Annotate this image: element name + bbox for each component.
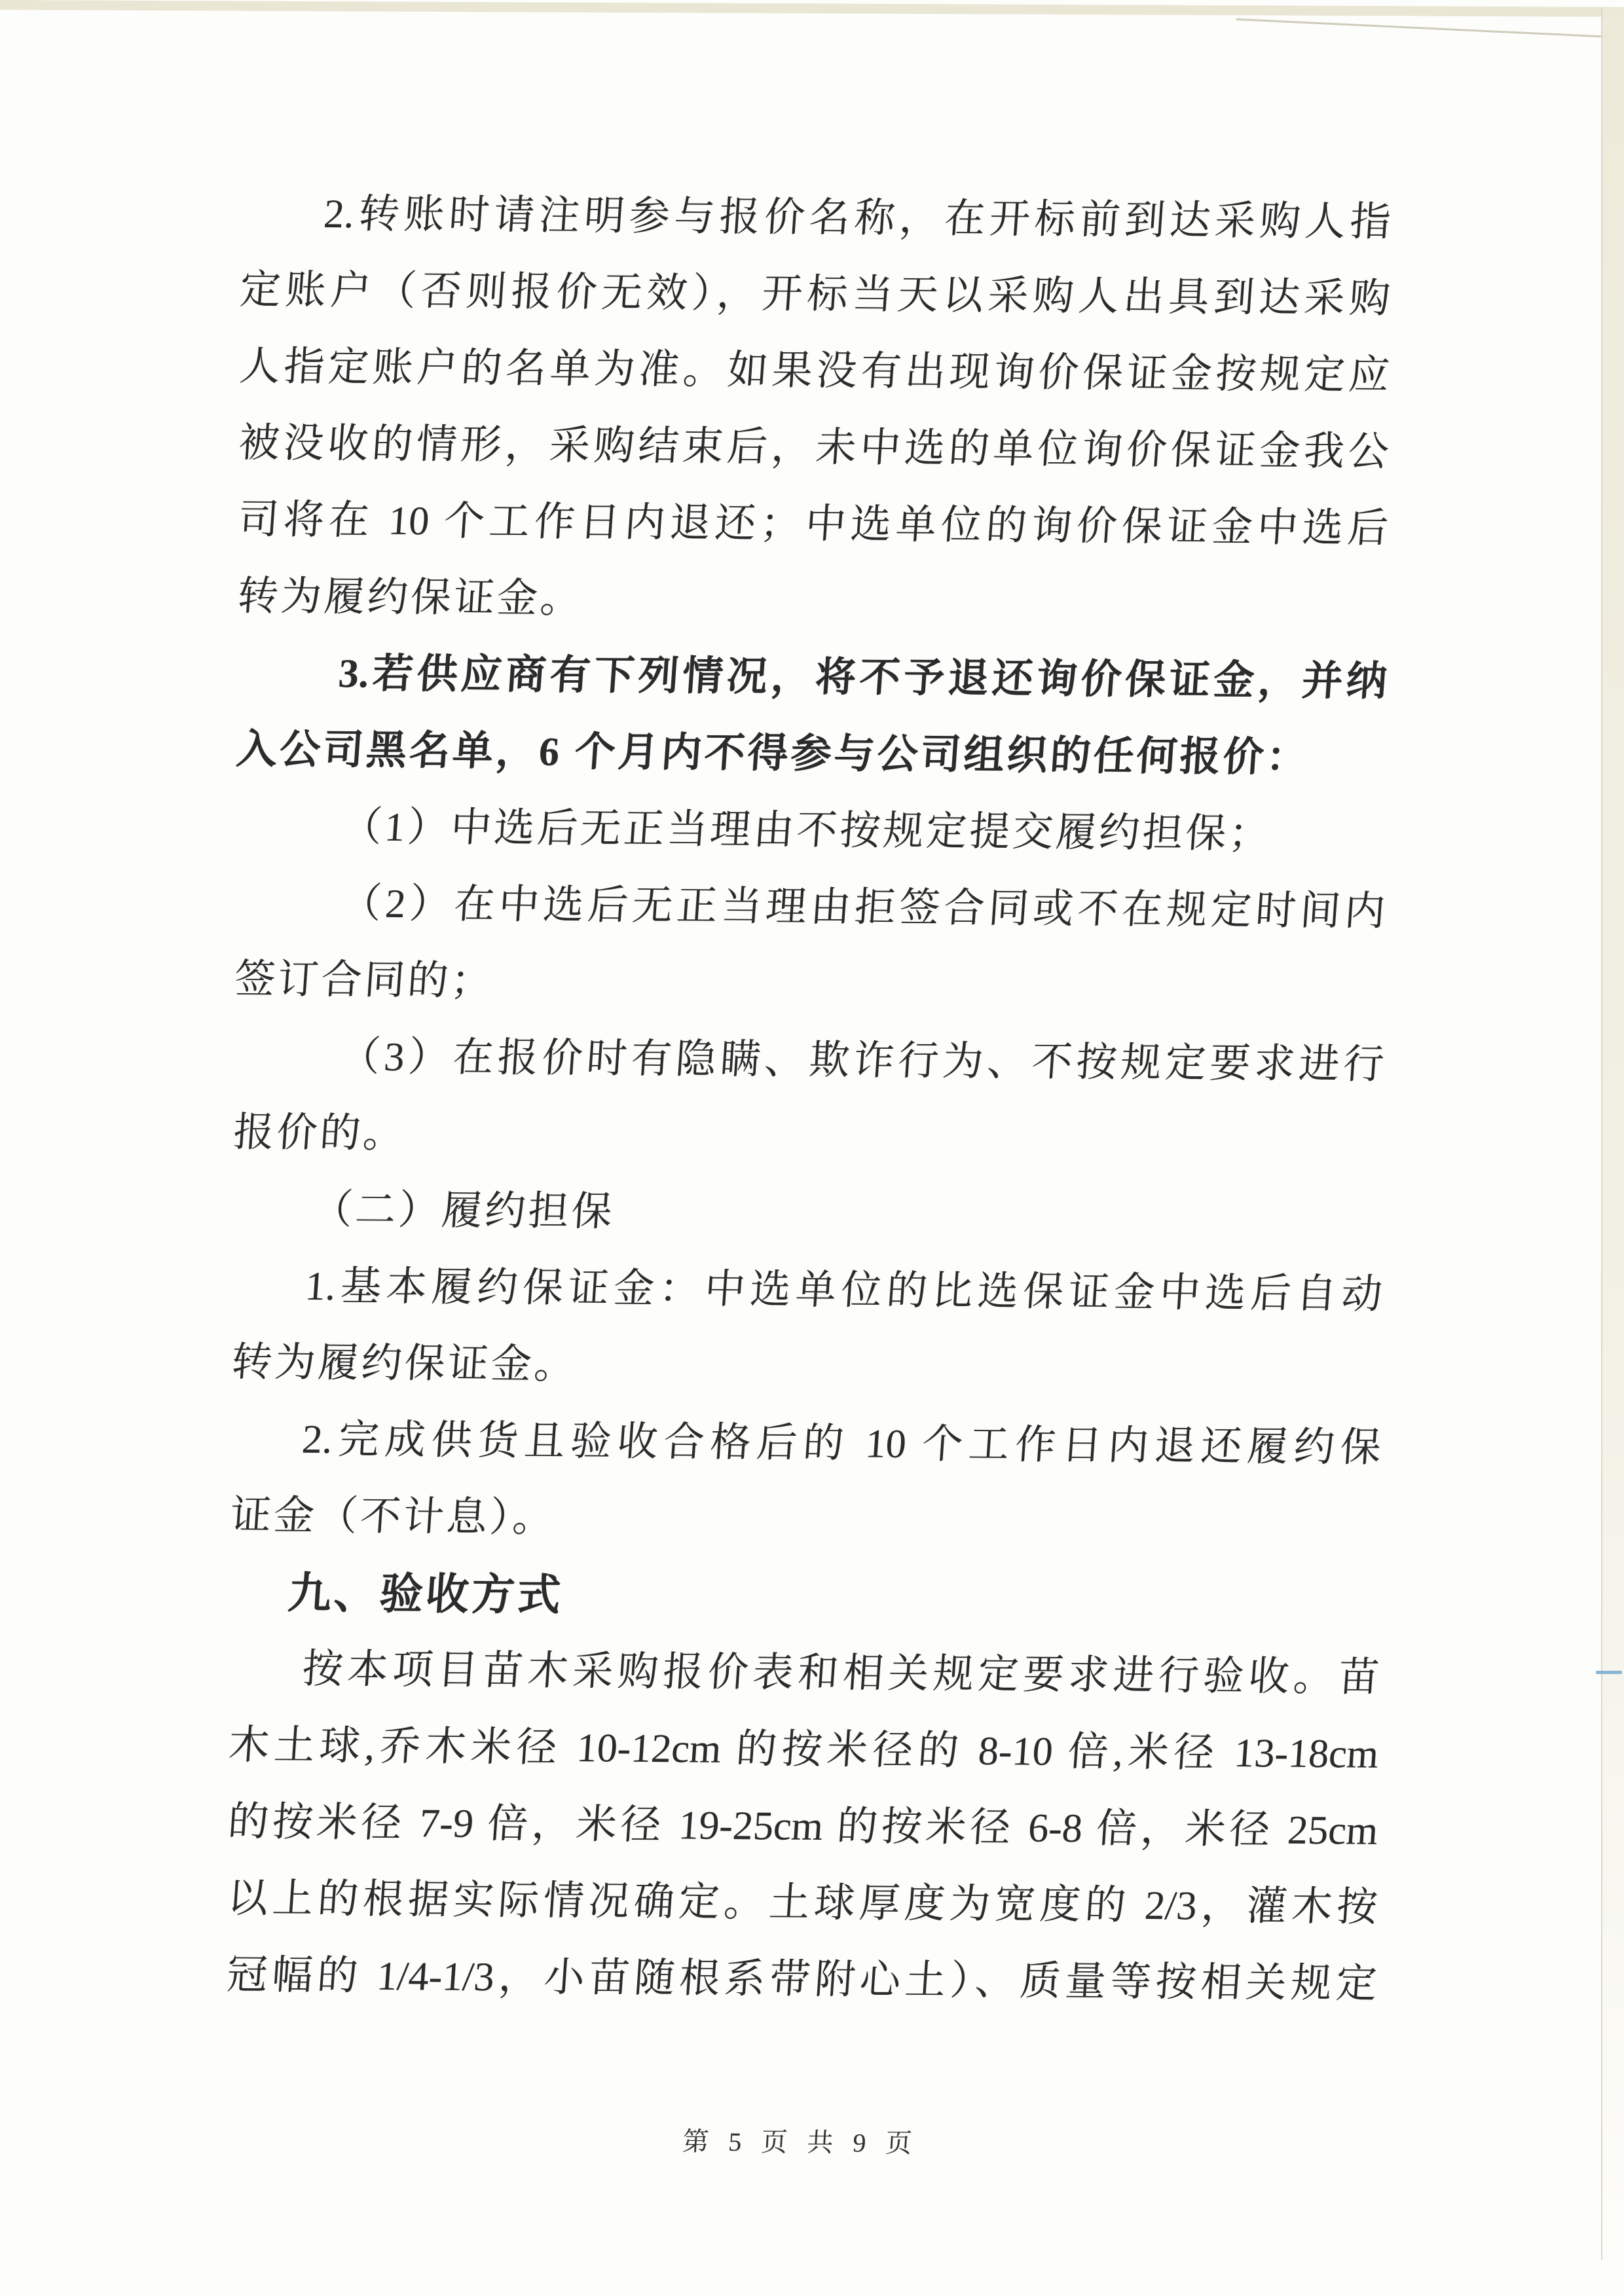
text-line: （3）在报价时有隐瞒、欺诈行为、不按规定要求进行 (338, 1034, 1386, 1087)
text-line: 2.转账时请注明参与报价名称，在开标前到达采购人指 (322, 192, 1392, 245)
scan-corner-line (1236, 18, 1624, 39)
document-body (225, 175, 1392, 2159)
text-line: 入公司黑名单，6 个月内不得参与公司组织的任何报价： (234, 727, 1311, 780)
text-line: 的按米径 7-9 倍，米径 19-25cm 的按米径 6-8 倍，米径 25cm (226, 1799, 1380, 1853)
text-line: 签订合同的； (233, 957, 496, 1004)
text-line: 人指定账户的名单为准。如果没有出现询价保证金按规定应 (238, 344, 1392, 398)
text-line: 转为履约保证金。 (230, 1339, 580, 1388)
text-line: （2）在中选后无正当理由拒签合同或不在规定时间内 (339, 881, 1387, 934)
text-line: 报价的。 (232, 1110, 408, 1157)
text-line: 2.完成供货且验收合格后的 10 个工作日内退还履约保 (301, 1417, 1383, 1470)
text-line: 木土球,乔木米径 10-12cm 的按米径的 8-10 倍,米径 13-18cm (227, 1722, 1380, 1777)
text-line: 1.基本履约保证金：中选单位的比选保证金中选后自动 (303, 1264, 1384, 1317)
scan-blue-mark (1596, 1671, 1622, 1674)
text-line: 司将在 10 个工作日内退还；中选单位的询价保证金中选后 (236, 498, 1390, 551)
text-line: 冠幅的 1/4-1/3，小苗随根系带附心土）、质量等按相关规定 (225, 1952, 1378, 2007)
text-line: （二）履约担保 (310, 1187, 616, 1235)
text-line: 按本项目苗木采购报价表和相关规定要求进行验收。苗 (301, 1647, 1381, 1700)
section-heading: 九、验收方式 (286, 1568, 565, 1619)
text-line: 证金（不计息）。 (229, 1493, 558, 1540)
text-line: （1）中选后无正当理由不按规定提交履约担保； (340, 805, 1274, 857)
text-line: 3.若供应商有下列情况，将不予退还询价保证金，并纳 (337, 651, 1389, 704)
scan-edge-right (1601, 8, 1624, 2260)
page-footer: 第 5 页 共 9 页 (682, 2126, 919, 2159)
text-line: 定账户（否则报价无效），开标当天以采购人出具到达采购 (238, 268, 1392, 321)
text-line: 以上的根据实际情况确定。土球厚度为宽度的 2/3，灌木按 (226, 1876, 1379, 1930)
scan-edge-top (0, 0, 1624, 17)
text-line: 被没收的情形，采购结束后，未中选的单位询价保证金我公 (237, 421, 1391, 475)
text-line: 转为履约保证金。 (236, 574, 585, 622)
